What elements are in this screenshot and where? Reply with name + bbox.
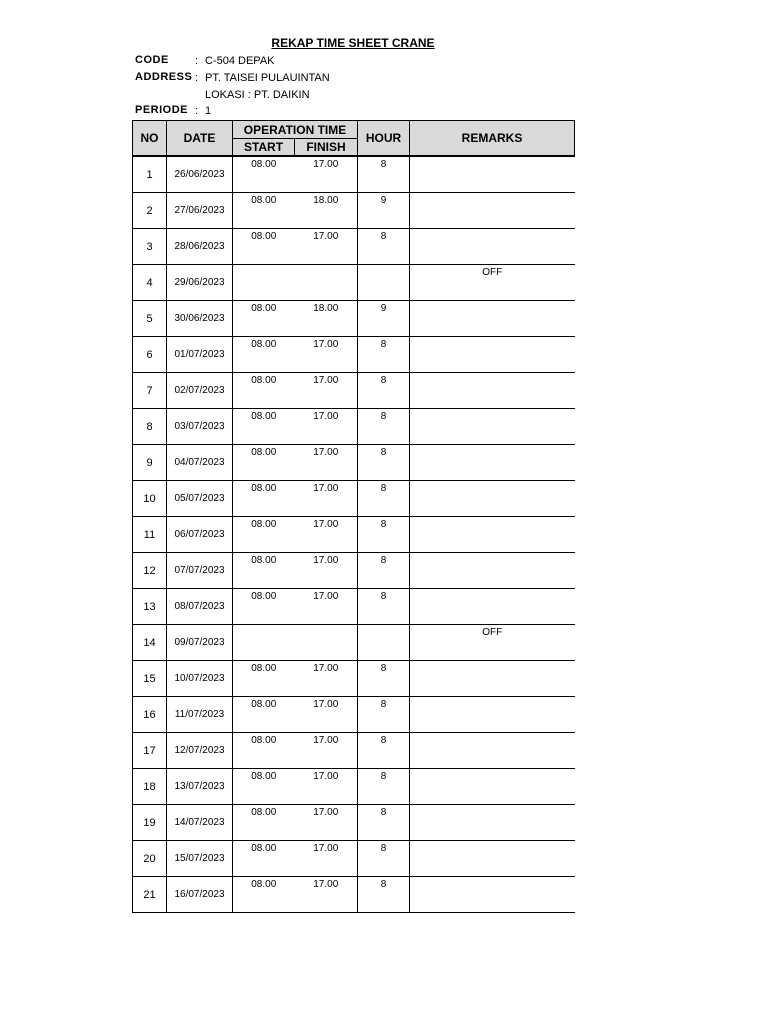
table-row xyxy=(133,193,575,229)
cell-no: 11 xyxy=(133,517,167,553)
periode-colon: : xyxy=(195,105,199,117)
cell-remarks xyxy=(410,661,575,697)
cell-start: 08.00 xyxy=(233,589,295,625)
cell-start: 08.00 xyxy=(233,769,295,805)
cell-no: 14 xyxy=(133,625,167,661)
code-value: C-504 DEPAK xyxy=(205,55,275,67)
cell-no: 5 xyxy=(133,301,167,337)
cell-hour: 8 xyxy=(358,841,410,877)
cell-remarks: OFF xyxy=(410,265,575,301)
cell-start: 08.00 xyxy=(233,661,295,697)
table-row xyxy=(133,841,575,877)
cell-date: 02/07/2023 xyxy=(167,373,233,409)
table-row xyxy=(133,229,575,265)
cell-no: 20 xyxy=(133,841,167,877)
cell-start: 08.00 xyxy=(233,156,295,193)
cell-finish: 17.00 xyxy=(295,373,358,409)
page-title: REKAP TIME SHEET CRANE xyxy=(271,36,435,50)
table-row xyxy=(133,301,575,337)
cell-hour: 9 xyxy=(358,301,410,337)
address-value: PT. TAISEI PULAUINTAN xyxy=(205,72,330,84)
cell-date: 29/06/2023 xyxy=(167,265,233,301)
cell-date: 12/07/2023 xyxy=(167,733,233,769)
cell-remarks xyxy=(410,517,575,553)
cell-start: 08.00 xyxy=(233,877,295,913)
cell-no: 12 xyxy=(133,553,167,589)
cell-no: 19 xyxy=(133,805,167,841)
cell-hour: 8 xyxy=(358,589,410,625)
cell-date: 14/07/2023 xyxy=(167,805,233,841)
cell-remarks xyxy=(410,769,575,805)
cell-hour: 9 xyxy=(358,193,410,229)
cell-hour: 8 xyxy=(358,229,410,265)
cell-finish: 17.00 xyxy=(295,481,358,517)
cell-finish: 17.00 xyxy=(295,661,358,697)
cell-finish: 17.00 xyxy=(295,733,358,769)
cell-hour: 8 xyxy=(358,445,410,481)
cell-date: 15/07/2023 xyxy=(167,841,233,877)
cell-start: 08.00 xyxy=(233,373,295,409)
cell-no: 4 xyxy=(133,265,167,301)
lokasi-value: LOKASI : PT. DAIKIN xyxy=(205,89,310,101)
cell-hour: 8 xyxy=(358,697,410,733)
cell-finish: 17.00 xyxy=(295,229,358,265)
cell-start: 08.00 xyxy=(233,229,295,265)
cell-start xyxy=(233,265,295,301)
cell-hour: 8 xyxy=(358,156,410,193)
cell-hour: 8 xyxy=(358,769,410,805)
cell-no: 6 xyxy=(133,337,167,373)
cell-no: 15 xyxy=(133,661,167,697)
cell-finish: 17.00 xyxy=(295,697,358,733)
cell-remarks xyxy=(410,337,575,373)
cell-finish: 17.00 xyxy=(295,877,358,913)
cell-finish: 17.00 xyxy=(295,769,358,805)
table-row xyxy=(133,661,575,697)
cell-hour: 8 xyxy=(358,553,410,589)
cell-date: 09/07/2023 xyxy=(167,625,233,661)
cell-no: 17 xyxy=(133,733,167,769)
cell-finish: 17.00 xyxy=(295,445,358,481)
cell-date: 03/07/2023 xyxy=(167,409,233,445)
cell-date: 28/06/2023 xyxy=(167,229,233,265)
cell-start: 08.00 xyxy=(233,553,295,589)
cell-hour: 8 xyxy=(358,337,410,373)
cell-date: 05/07/2023 xyxy=(167,481,233,517)
cell-no: 3 xyxy=(133,229,167,265)
header-operation-time: OPERATION TIME xyxy=(233,121,358,139)
cell-date: 26/06/2023 xyxy=(167,156,233,193)
header-remarks: REMARKS xyxy=(410,121,575,157)
cell-remarks xyxy=(410,553,575,589)
cell-finish xyxy=(295,265,358,301)
table-row xyxy=(133,517,575,553)
code-label: CODE xyxy=(135,54,169,66)
timesheet-body xyxy=(133,156,575,913)
cell-hour: 8 xyxy=(358,409,410,445)
header-no: NO xyxy=(133,121,167,157)
cell-hour xyxy=(358,625,410,661)
table-row xyxy=(133,445,575,481)
cell-date: 04/07/2023 xyxy=(167,445,233,481)
cell-start: 08.00 xyxy=(233,445,295,481)
code-colon: : xyxy=(195,55,199,67)
table-row xyxy=(133,625,575,661)
cell-date: 16/07/2023 xyxy=(167,877,233,913)
cell-start: 08.00 xyxy=(233,805,295,841)
cell-remarks xyxy=(410,445,575,481)
cell-finish: 18.00 xyxy=(295,301,358,337)
cell-start: 08.00 xyxy=(233,517,295,553)
cell-date: 07/07/2023 xyxy=(167,553,233,589)
table-row xyxy=(133,373,575,409)
cell-hour: 8 xyxy=(358,805,410,841)
address-label: ADDRESS xyxy=(135,71,193,83)
cell-date: 30/06/2023 xyxy=(167,301,233,337)
cell-date: 13/07/2023 xyxy=(167,769,233,805)
cell-remarks xyxy=(410,697,575,733)
timesheet-table xyxy=(132,120,575,913)
cell-finish: 17.00 xyxy=(295,805,358,841)
table-row xyxy=(133,589,575,625)
cell-no: 2 xyxy=(133,193,167,229)
cell-start: 08.00 xyxy=(233,481,295,517)
header-finish: FINISH xyxy=(295,139,358,157)
cell-no: 13 xyxy=(133,589,167,625)
cell-finish: 17.00 xyxy=(295,156,358,193)
cell-date: 01/07/2023 xyxy=(167,337,233,373)
table-row xyxy=(133,697,575,733)
cell-date: 27/06/2023 xyxy=(167,193,233,229)
header-start: START xyxy=(233,139,295,157)
table-row xyxy=(133,733,575,769)
cell-hour: 8 xyxy=(358,877,410,913)
cell-finish: 17.00 xyxy=(295,337,358,373)
cell-remarks xyxy=(410,301,575,337)
cell-start: 08.00 xyxy=(233,697,295,733)
table-row xyxy=(133,877,575,913)
table-row xyxy=(133,769,575,805)
cell-no: 21 xyxy=(133,877,167,913)
cell-hour: 8 xyxy=(358,517,410,553)
table-row xyxy=(133,156,575,193)
cell-finish: 18.00 xyxy=(295,193,358,229)
cell-start: 08.00 xyxy=(233,409,295,445)
cell-hour: 8 xyxy=(358,481,410,517)
cell-start: 08.00 xyxy=(233,337,295,373)
cell-start xyxy=(233,625,295,661)
address-colon: : xyxy=(195,72,199,84)
table-row xyxy=(133,553,575,589)
cell-date: 08/07/2023 xyxy=(167,589,233,625)
cell-no: 1 xyxy=(133,156,167,193)
header-date: DATE xyxy=(167,121,233,157)
cell-finish xyxy=(295,625,358,661)
cell-start: 08.00 xyxy=(233,193,295,229)
table-row xyxy=(133,265,575,301)
cell-no: 10 xyxy=(133,481,167,517)
cell-remarks xyxy=(410,877,575,913)
cell-remarks xyxy=(410,805,575,841)
cell-finish: 17.00 xyxy=(295,841,358,877)
periode-label: PERIODE xyxy=(135,104,189,116)
cell-finish: 17.00 xyxy=(295,553,358,589)
cell-remarks xyxy=(410,229,575,265)
cell-start: 08.00 xyxy=(233,841,295,877)
table-row xyxy=(133,337,575,373)
cell-remarks xyxy=(410,409,575,445)
table-row xyxy=(133,805,575,841)
cell-remarks xyxy=(410,841,575,877)
cell-remarks xyxy=(410,373,575,409)
cell-remarks xyxy=(410,733,575,769)
header-hour: HOUR xyxy=(358,121,410,157)
cell-no: 16 xyxy=(133,697,167,733)
cell-finish: 17.00 xyxy=(295,409,358,445)
cell-hour: 8 xyxy=(358,733,410,769)
cell-hour: 8 xyxy=(358,661,410,697)
cell-no: 9 xyxy=(133,445,167,481)
cell-finish: 17.00 xyxy=(295,589,358,625)
cell-no: 8 xyxy=(133,409,167,445)
cell-remarks xyxy=(410,589,575,625)
table-row xyxy=(133,481,575,517)
cell-hour: 8 xyxy=(358,373,410,409)
cell-date: 11/07/2023 xyxy=(167,697,233,733)
cell-no: 7 xyxy=(133,373,167,409)
cell-remarks: OFF xyxy=(410,625,575,661)
periode-value: 1 xyxy=(205,105,212,117)
cell-start: 08.00 xyxy=(233,301,295,337)
table-row xyxy=(133,409,575,445)
cell-date: 06/07/2023 xyxy=(167,517,233,553)
cell-no: 18 xyxy=(133,769,167,805)
cell-start: 08.00 xyxy=(233,733,295,769)
cell-hour xyxy=(358,265,410,301)
cell-date: 10/07/2023 xyxy=(167,661,233,697)
cell-remarks xyxy=(410,156,575,193)
cell-remarks xyxy=(410,193,575,229)
cell-remarks xyxy=(410,481,575,517)
cell-finish: 17.00 xyxy=(295,517,358,553)
